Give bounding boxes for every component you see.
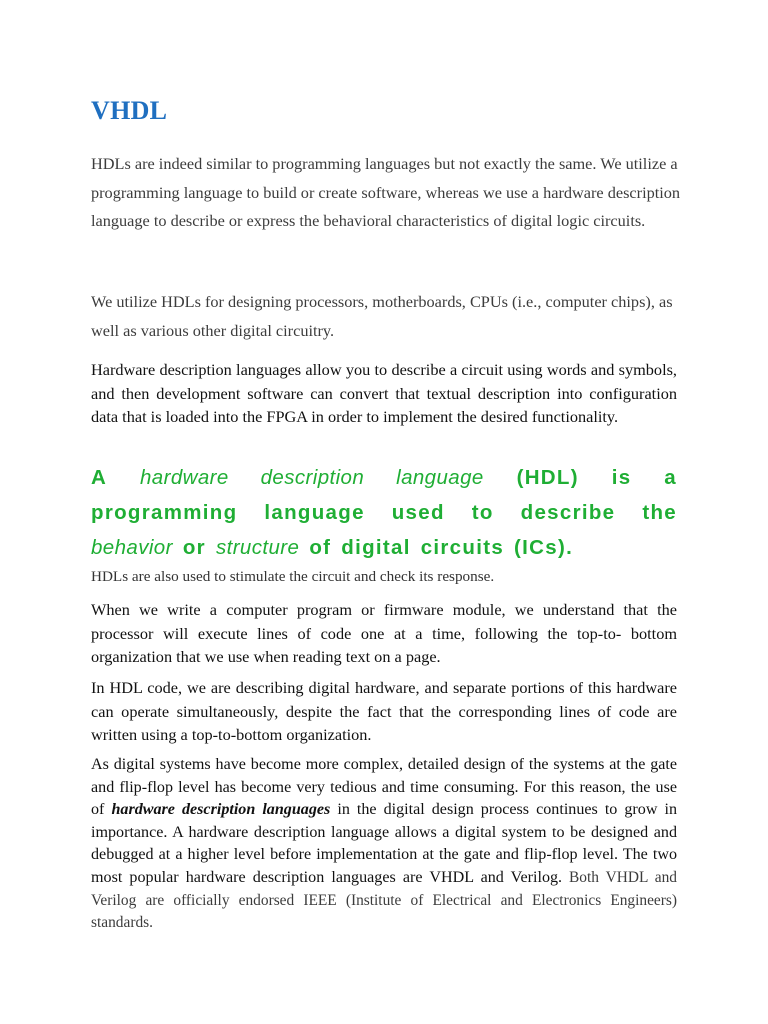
definition-article: A <box>91 466 108 489</box>
definition-structure: structure <box>215 536 300 559</box>
definition-term: hardware description language <box>139 466 484 489</box>
paragraph-hdl-intro: HDLs are indeed similar to programming languages but not exactly the same. We utilize a programming language to build or create software, whereas we use a hardware description language to describe or express the behavioral characteristics of digital logic circuits. <box>91 154 681 230</box>
hdl-definition <box>91 460 677 565</box>
paragraph-hdl-stimulate: HDLs are also used to stimulate the circuit and check its response. <box>91 568 495 585</box>
page-title: VHDL <box>91 96 168 125</box>
definition-line-3 <box>91 530 677 565</box>
definition-ending: of digital circuits (ICs). <box>309 536 574 559</box>
definition-line-1 <box>91 460 677 495</box>
paragraph-hdl-fpga: Hardware description languages allow you to describe a circuit using words and symbols, and then development software can convert that textual description into configuration data that is loaded into the FPGA in order to implement the desired functionality. <box>91 360 677 426</box>
definition-behavior: behavior <box>91 536 173 559</box>
paragraph-program-execution: When we write a computer program or firmware module, we understand that the processor will execute lines of code one at a time, following the top-to- bottom organization that we use when reading text on a page. <box>91 600 677 666</box>
paragraph-hdl-importance <box>91 754 677 935</box>
definition-or: or <box>182 536 206 559</box>
paragraph-hdl-standards: Both VHDL and Verilog are officially endorsed IEEE (Institute of Electrical and Electronics Engineers) standards. <box>91 868 677 932</box>
paragraph-hdl-importance-middle: in the digital design process continues to grow in importance. A hardware description language allows a digital system to be designed and debugged at a higher level before implementation at the gate and flip-flop level. The two most popular hardware description languages are VHDL and Verilog. <box>91 801 678 886</box>
definition-line-2: programming language used to describe the <box>91 501 677 524</box>
paragraph-hdl-importance-start: As digital systems have become more complex, detailed design of the systems at the gate and flip-flop level has become very tedious and time consuming. For this reason, the use of <box>91 756 677 819</box>
definition-abbreviation: (HDL) is a <box>516 466 677 489</box>
paragraph-hdl-emphasis: hardware description languages <box>111 801 331 819</box>
paragraph-hdl-uses: We utilize HDLs for designing processors, motherboards, CPUs (i.e., computer chips), as well as various other digital circuitry. <box>91 292 673 340</box>
paragraph-hdl-parallel: In HDL code, we are describing digital hardware, and separate portions of this hardware can operate simultaneously, despite the fact that the corresponding lines of code are written using a top-to-bottom organization. <box>91 678 677 744</box>
